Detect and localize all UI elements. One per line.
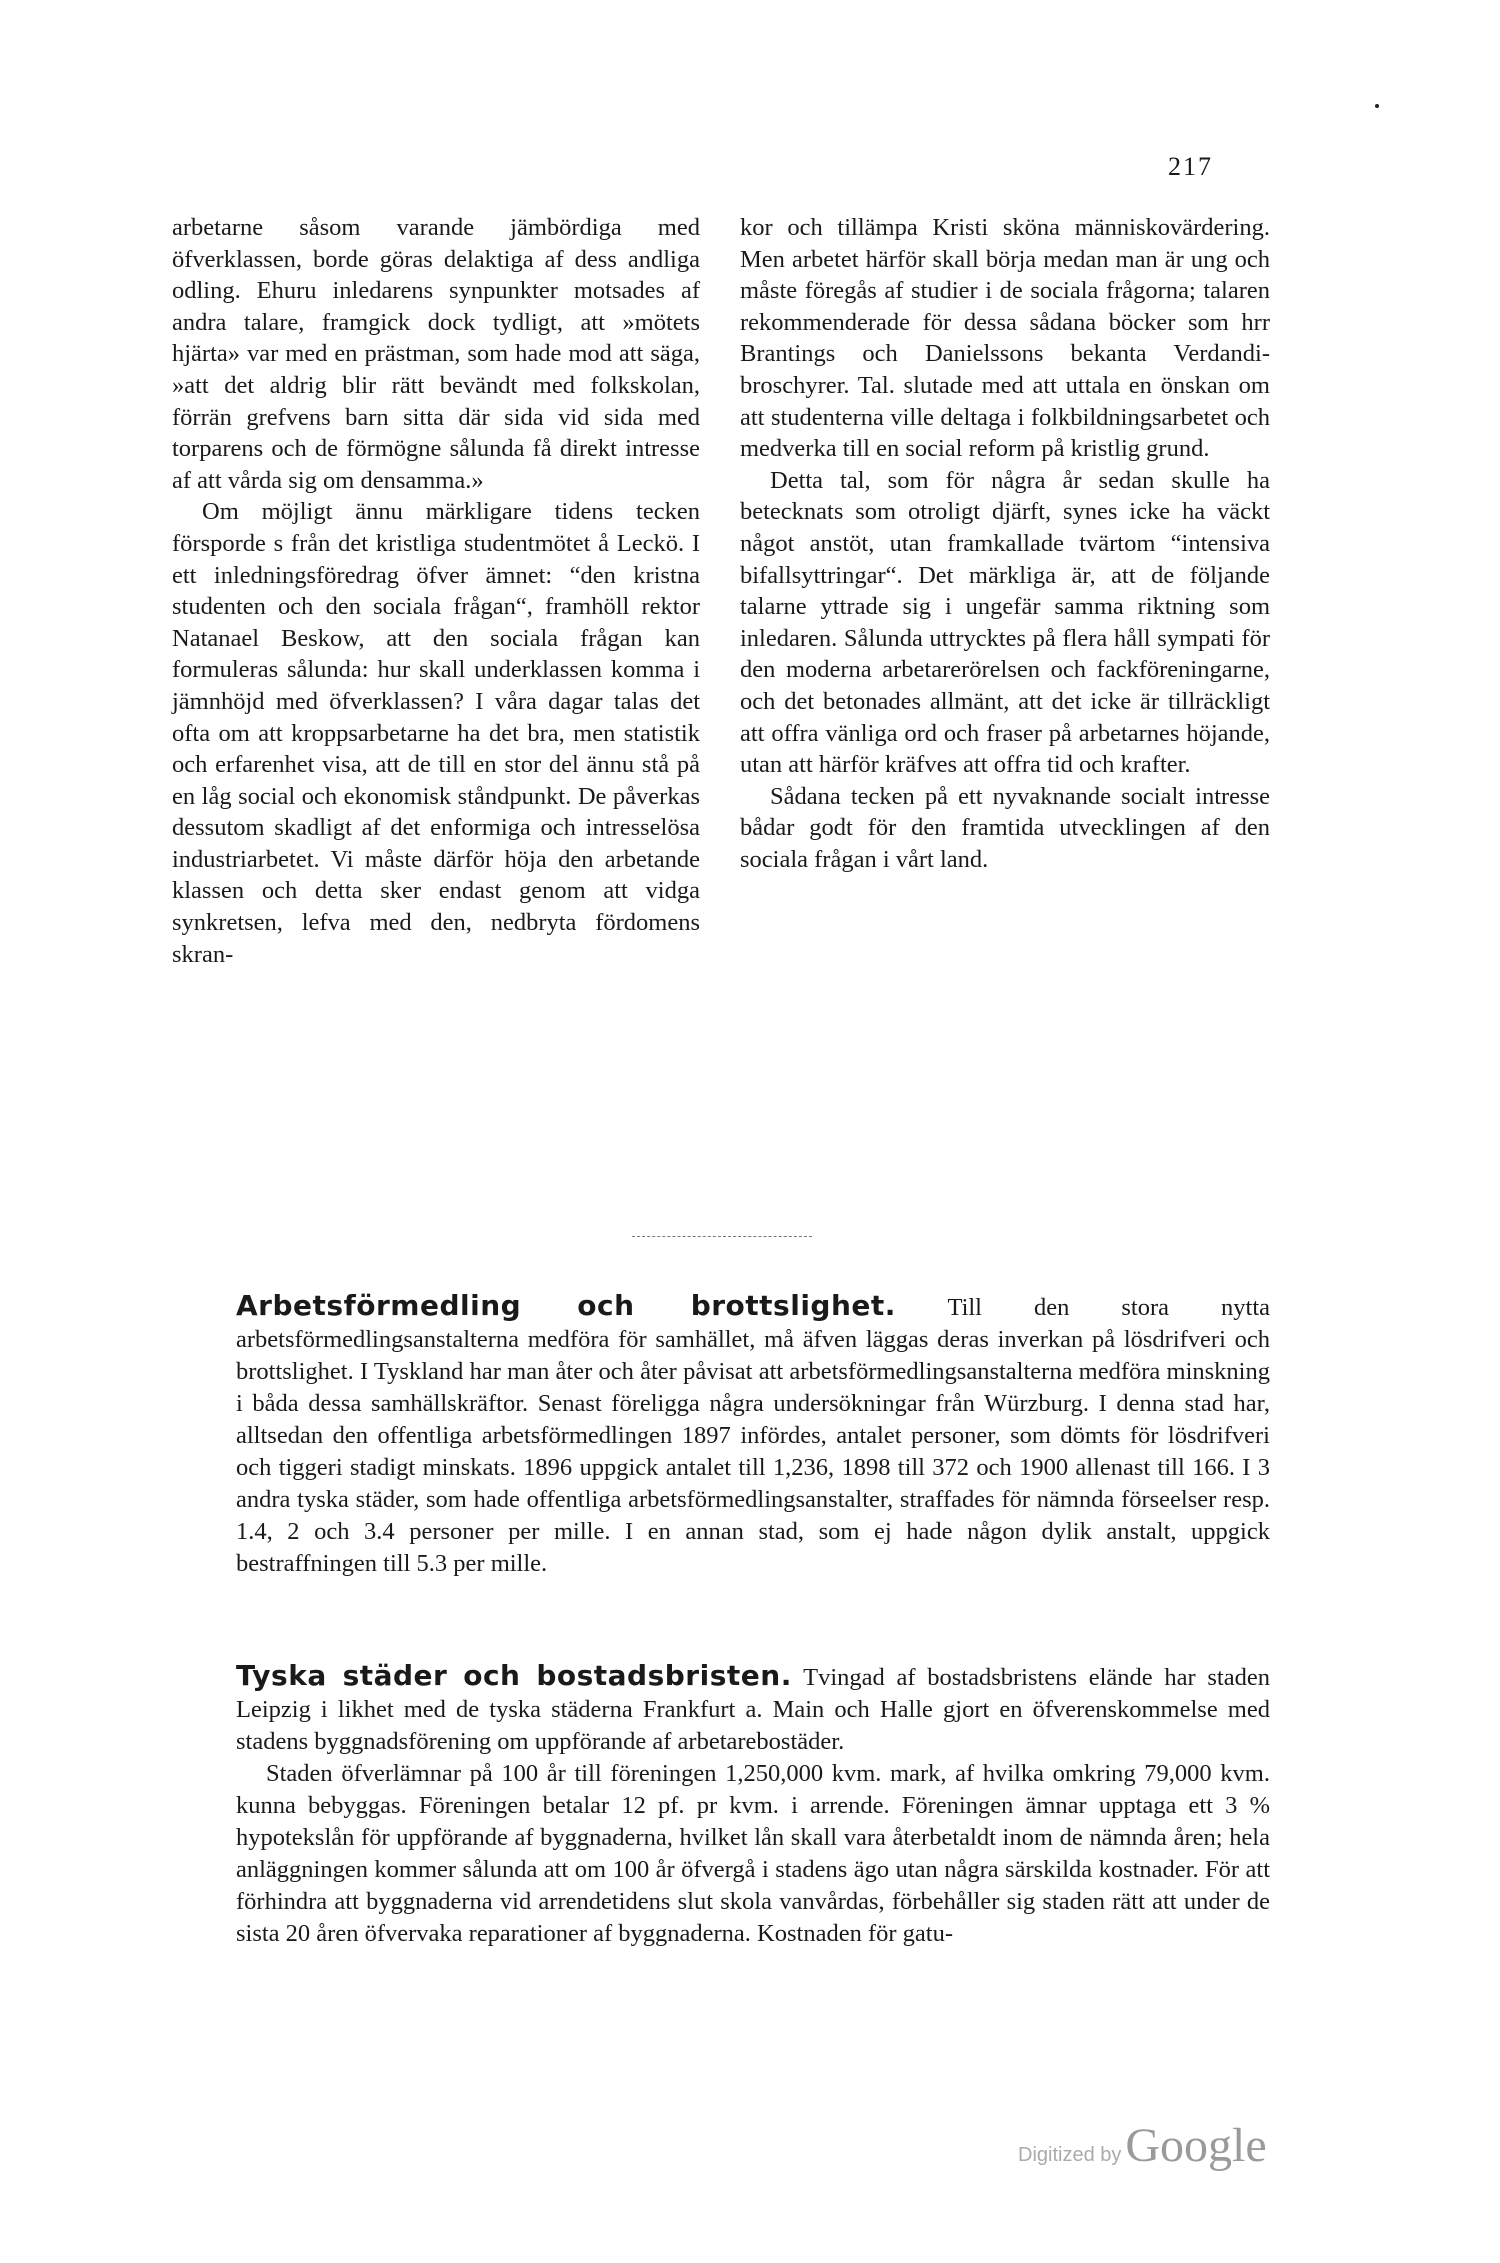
left-column: [172, 212, 700, 970]
section2-paragraph-1: [236, 1660, 1270, 1758]
right-paragraph-3: Sådana tecken på ett nyvaknande socialt intresse bådar godt för den framtida utvecklingen af den sociala frågan i vårt land.: [740, 782, 1270, 873]
digitized-watermark: [1018, 2118, 1267, 2173]
google-logo: Google: [1125, 2119, 1267, 2172]
section1-heading: Arbetsförmedling och brottslighet.: [236, 1289, 896, 1322]
section1-paragraph: [236, 1290, 1270, 1580]
section1-body: Till den stora nytta arbetsförmedlingsanstalterna medföra för samhället, må äfven läggas deras inverkan på lösdrifveri och brottslighet. I Tyskland har man åter och åter påvisat att arbetsförmedlingsanstalterna medföra minskning i båda dessa samhällskräftor. Senast föreligga några undersökningar från Würzburg. I denna stad har, alltsedan den offentliga arbetsförmedlingen 1897 infördes, antalet personer, som dömts för lösdrifveri och tiggeri stadigt minskats. 1896 uppgick antalet till 1,236, 1898 till 372 och 1900 allenast till 166. I 3 andra tyska städer, som hade offentliga arbetsförmedlingsanstalter, straffades för nämnda förseelser resp. 1.4, 2 och 3.4 personer per mille. I en annan stad, som ej hade någon dylik anstalt, uppgick bestraffningen till 5.3 per mille.: [236, 1294, 1270, 1577]
ink-dot: [1375, 104, 1379, 108]
section2-body: Tvingad af bostadsbristens elände har staden Leipzig i likhet med de tyska städerna Frankfurt a. Main och Halle gjort en öfverenskommelse med stadens byggnadsförening om uppförande af arbetarebostäder.: [236, 1664, 1270, 1755]
section2-heading: Tyska städer och bostadsbristen.: [236, 1659, 792, 1692]
right-column: [740, 212, 1270, 875]
right-paragraph-2: Detta tal, som för några år sedan skulle ha betecknats som otroligt djärft, synes icke ha väckt något anstöt, utan framkallade tvärtom “intensiva bifallsyttringar“. Det märkliga är, att de följande talarne yttrade sig i ungefär samma riktning som inledaren. Sålunda uttrycktes på flera håll sympati för den moderna arbetarerörelsen och fackföreningarne, och det betonades allmänt, att det icke är tillräckligt att offra vänliga ord och fraser på arbetarnes höjande, utan att härför kräfves att offra tid och krafter.: [740, 466, 1270, 779]
section-divider: [632, 1236, 812, 1237]
section-arbetsformedling: [236, 1290, 1270, 1580]
right-paragraph-1: kor och tillämpa Kristi sköna människovärdering. Men arbetet härför skall börja medan man är ung och måste föregås af studier i de sociala frågorna; talaren rekommenderade för dessa sådana böcker som hrr Brantings och Danielssons bekanta Verdandi-broschyrer. Tal. slutade med att uttala en önskan om att studenterna ville deltaga i folkbildningsarbetet och medverka till en social reform på kristlig grund.: [740, 214, 1270, 463]
left-paragraph-1: arbetarne såsom varande jämbördiga med öfverklassen, borde göras delaktiga af dess andliga odling. Ehuru inledarens synpunkter motsades af andra talare, framgick dock tydligt, att »mötets hjärta» var med en prästman, som hade mod att säga, »att det aldrig blir rätt bevändt med folkskolan, förrän grefvens barn sitta där sida vid sida med torparens och de förmögne sålunda få direkt intresse af att vårda sig om densamma.»: [172, 214, 700, 494]
section2-paragraph-2: Staden öfverlämnar på 100 år till föreningen 1,250,000 kvm. mark, af hvilka omkring 79,000 kvm. kunna bebyggas. Föreningen betalar 12 pf. pr kvm. i arrende. Föreningen ämnar upptaga ett 3 % hypotekslån för uppförande af byggnaderna, hvilket lån skall vara återbetaldt inom de nämnda åren; hela anläggningen kommer sålunda att om 100 år öfvergå i stadens ägo utan några särskilda kostnader. För att förhindra att byggnaderna vid arrendetidens slut skola vanvårdas, förbehåller sig staden rätt att under de sista 20 åren öfvervaka reparationer af byggnaderna. Kostnaden för gatu-: [236, 1760, 1270, 1947]
section-tyska-stader: [236, 1660, 1270, 1950]
left-paragraph-2: Om möjligt ännu märkligare tidens tecken försporde s från det kristliga studentmötet å Leckö. I ett inledningsföredrag öfver ämnet: “den kristna studenten och den sociala frågan“, framhöll rektor Natanael Beskow, att den sociala frågan kan formuleras sålunda: hur skall underklassen komma i jämnhöjd med öfverklassen? I våra dagar talas det ofta om att kroppsarbetarne ha det bra, men statistik och erfarenhet visa, att de till en stor del ännu stå på en låg social och ekonomisk ståndpunkt. De påverkas dessutom skadligt af det enformiga och intresselösa industriarbetet. Vi måste därför höja den arbetande klassen och detta sker endast genom att vidga synkretsen, lefva med den, nedbryta fördomens skran-: [172, 498, 700, 968]
watermark-small: Digitized by: [1018, 2144, 1122, 2166]
page-number: 217: [1168, 152, 1213, 181]
